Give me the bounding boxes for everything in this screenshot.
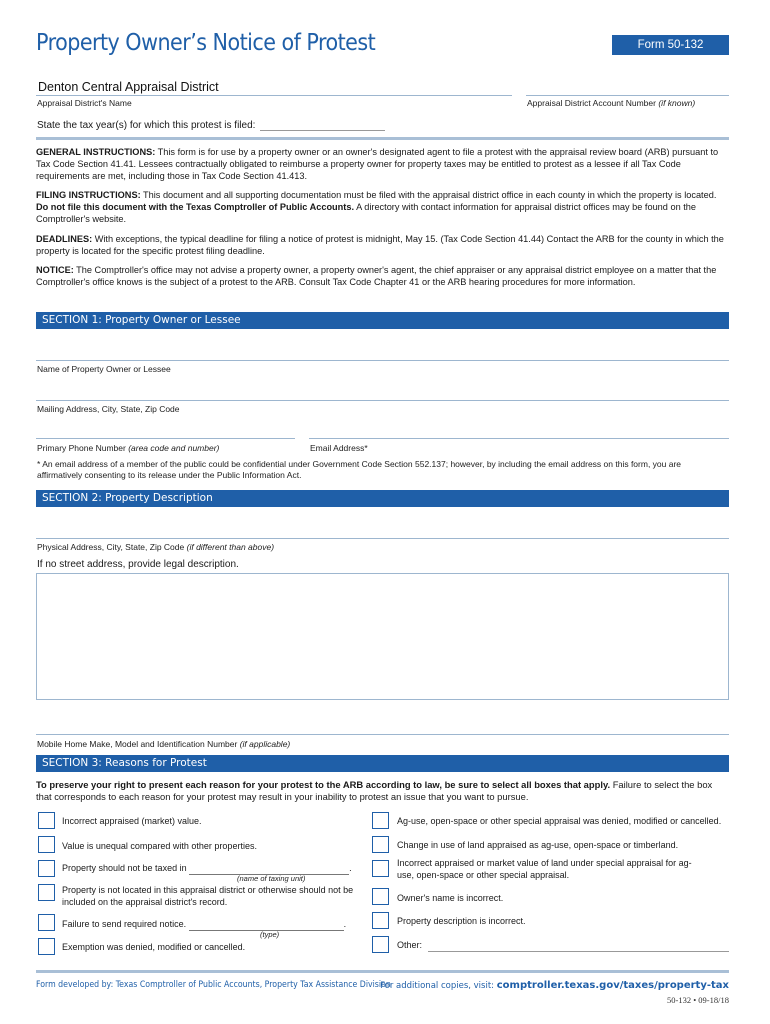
checkbox-land-value[interactable]	[372, 860, 389, 877]
district-name-value[interactable]: Denton Central Appraisal District	[38, 80, 219, 94]
checkbox-exemption-denied[interactable]	[38, 938, 55, 955]
footer-developed-by: Form developed by: Texas Comptroller of Public Accounts, Property Tax Assistance Division	[36, 980, 391, 990]
section1-header: SECTION 1: Property Owner or Lessee	[36, 312, 729, 329]
form-number-badge: Form 50-132	[612, 35, 729, 55]
other-reason-input[interactable]	[428, 951, 729, 952]
tax-year-label: State the tax year(s) for which this protest is filed:	[37, 120, 256, 131]
filing-instructions: FILING INSTRUCTIONS: This document and all supporting documentation must be filed with the appraisal district office in each county in which the property is located. Do not file this document with the Texas Comptroller of Public Accounts. A directory with contact information for appraisal district offices may be found on the Comptroller's website.	[36, 190, 717, 225]
reason-property-description: Property description is incorrect.	[397, 916, 526, 926]
checkbox-owner-name[interactable]	[372, 888, 389, 905]
reason-should-not-be-taxed: Property should not be taxed in .	[62, 863, 352, 873]
section3-intro: To preserve your right to present each reason for your protest to the ARB according to law, be sure to select all boxes that apply. Failure to select the box that corresponds to each reason for your protest may result in your inability to protest an issue that you want to pursue.	[36, 779, 713, 803]
checkbox-change-in-use[interactable]	[372, 836, 389, 853]
reason-failure-notice: Failure to send required notice. .	[62, 919, 347, 929]
checkbox-not-in-district[interactable]	[38, 884, 55, 901]
reason-other: Other:	[397, 940, 423, 950]
reason-incorrect-value: Incorrect appraised (market) value.	[62, 816, 202, 826]
reason-exemption-denied: Exemption was denied, modified or cancelled.	[62, 942, 246, 952]
footer-url-link[interactable]: comptroller.texas.gov/taxes/property-tax	[496, 980, 729, 991]
district-name-line	[36, 95, 512, 96]
mobile-home-input[interactable]	[36, 734, 729, 735]
general-instructions: GENERAL INSTRUCTIONS: This form is for use by a property owner or an owner's designated agent to file a protest with the appraisal review board (ARB) pursuant to Tax Code Section 41.41. Lessees contractually obligated to reimburse a property owner for property taxes may be entitled to protest as a lessee if all Tax Code requirements are met, including those in Tax Code Section 41.413.	[36, 147, 719, 182]
owner-name-input[interactable]	[36, 360, 729, 361]
mailing-address-label: Mailing Address, City, State, Zip Code	[37, 404, 180, 414]
footer-divider	[36, 970, 729, 973]
reason-special-appraisal-denied: Ag-use, open-space or other special appraisal was denied, modified or cancelled.	[397, 816, 722, 826]
checkbox-unequal-value[interactable]	[38, 836, 55, 853]
physical-address-label: Physical Address, City, State, Zip Code (if different than above)	[37, 542, 275, 552]
section3-header: SECTION 3: Reasons for Protest	[36, 755, 729, 772]
notice-text: NOTICE: The Comptroller's office may not advise a property owner, a property owner's agent, the chief appraiser or any appraisal district employee on a matter that the Comptroller's office knows is the subject of a protest to the ARB. Consult Tax Code Chapter 41 or the ARB hearing procedures for more information.	[36, 265, 717, 288]
reason-not-in-district: Property is not located in this appraisal district or otherwise should not be included on the appraisal district's record.	[62, 885, 354, 907]
account-number-label: Appraisal District Account Number (if known)	[527, 98, 696, 108]
type-note: (type)	[260, 930, 280, 939]
checkbox-property-description[interactable]	[372, 912, 389, 929]
checkbox-incorrect-value[interactable]	[38, 812, 55, 829]
email-label: Email Address*	[310, 443, 368, 453]
footer-copies: For additional copies, visit: comptroller.texas.gov/taxes/property-tax	[380, 980, 729, 991]
legal-description-box[interactable]	[36, 573, 729, 700]
reason-owner-name: Owner's name is incorrect.	[397, 893, 504, 903]
physical-address-input[interactable]	[36, 538, 729, 539]
checkbox-special-appraisal-denied[interactable]	[372, 812, 389, 829]
mobile-home-label: Mobile Home Make, Model and Identification Number (if applicable)	[37, 739, 291, 749]
legal-description-label: If no street address, provide legal description.	[37, 559, 239, 570]
district-name-label: Appraisal District's Name	[37, 98, 132, 108]
checkbox-should-not-be-taxed[interactable]	[38, 860, 55, 877]
checkbox-other[interactable]	[372, 936, 389, 953]
header-divider	[36, 137, 729, 140]
phone-input[interactable]	[36, 438, 295, 439]
section2-header: SECTION 2: Property Description	[36, 490, 729, 507]
email-footnote: * An email address of a member of the public could be confidential under Government Code Section 552.137; however, by including the email address on this form, you are affirmatively consenting to its release under the Public Information Act.	[37, 459, 682, 480]
taxing-unit-note: (name of taxing unit)	[237, 874, 306, 883]
owner-name-label: Name of Property Owner or Lessee	[37, 364, 171, 374]
tax-year-input[interactable]	[260, 130, 385, 131]
footer-form-code: 50-132 • 09-18/18	[667, 995, 729, 1005]
email-input[interactable]	[309, 438, 729, 439]
deadlines-text: DEADLINES: With exceptions, the typical deadline for filing a notice of protest is midnight, May 15. (Tax Code Section 41.44) Contact the ARB for the county in which the property is located for the specific protest filing deadline.	[36, 234, 724, 257]
form-title: Property Owner’s Notice of Protest	[36, 30, 376, 56]
reason-land-value: Incorrect appraised or market value of land under special appraisal for ag-use, open-space or other special appraisal.	[397, 858, 692, 880]
account-number-line[interactable]	[526, 95, 729, 96]
reason-change-in-use: Change in use of land appraised as ag-use, open-space or timberland.	[397, 840, 679, 850]
checkbox-failure-notice[interactable]	[38, 914, 55, 931]
reason-unequal-value: Value is unequal compared with other properties.	[62, 841, 257, 851]
mailing-address-input[interactable]	[36, 400, 729, 401]
phone-label: Primary Phone Number (area code and number)	[37, 443, 220, 453]
